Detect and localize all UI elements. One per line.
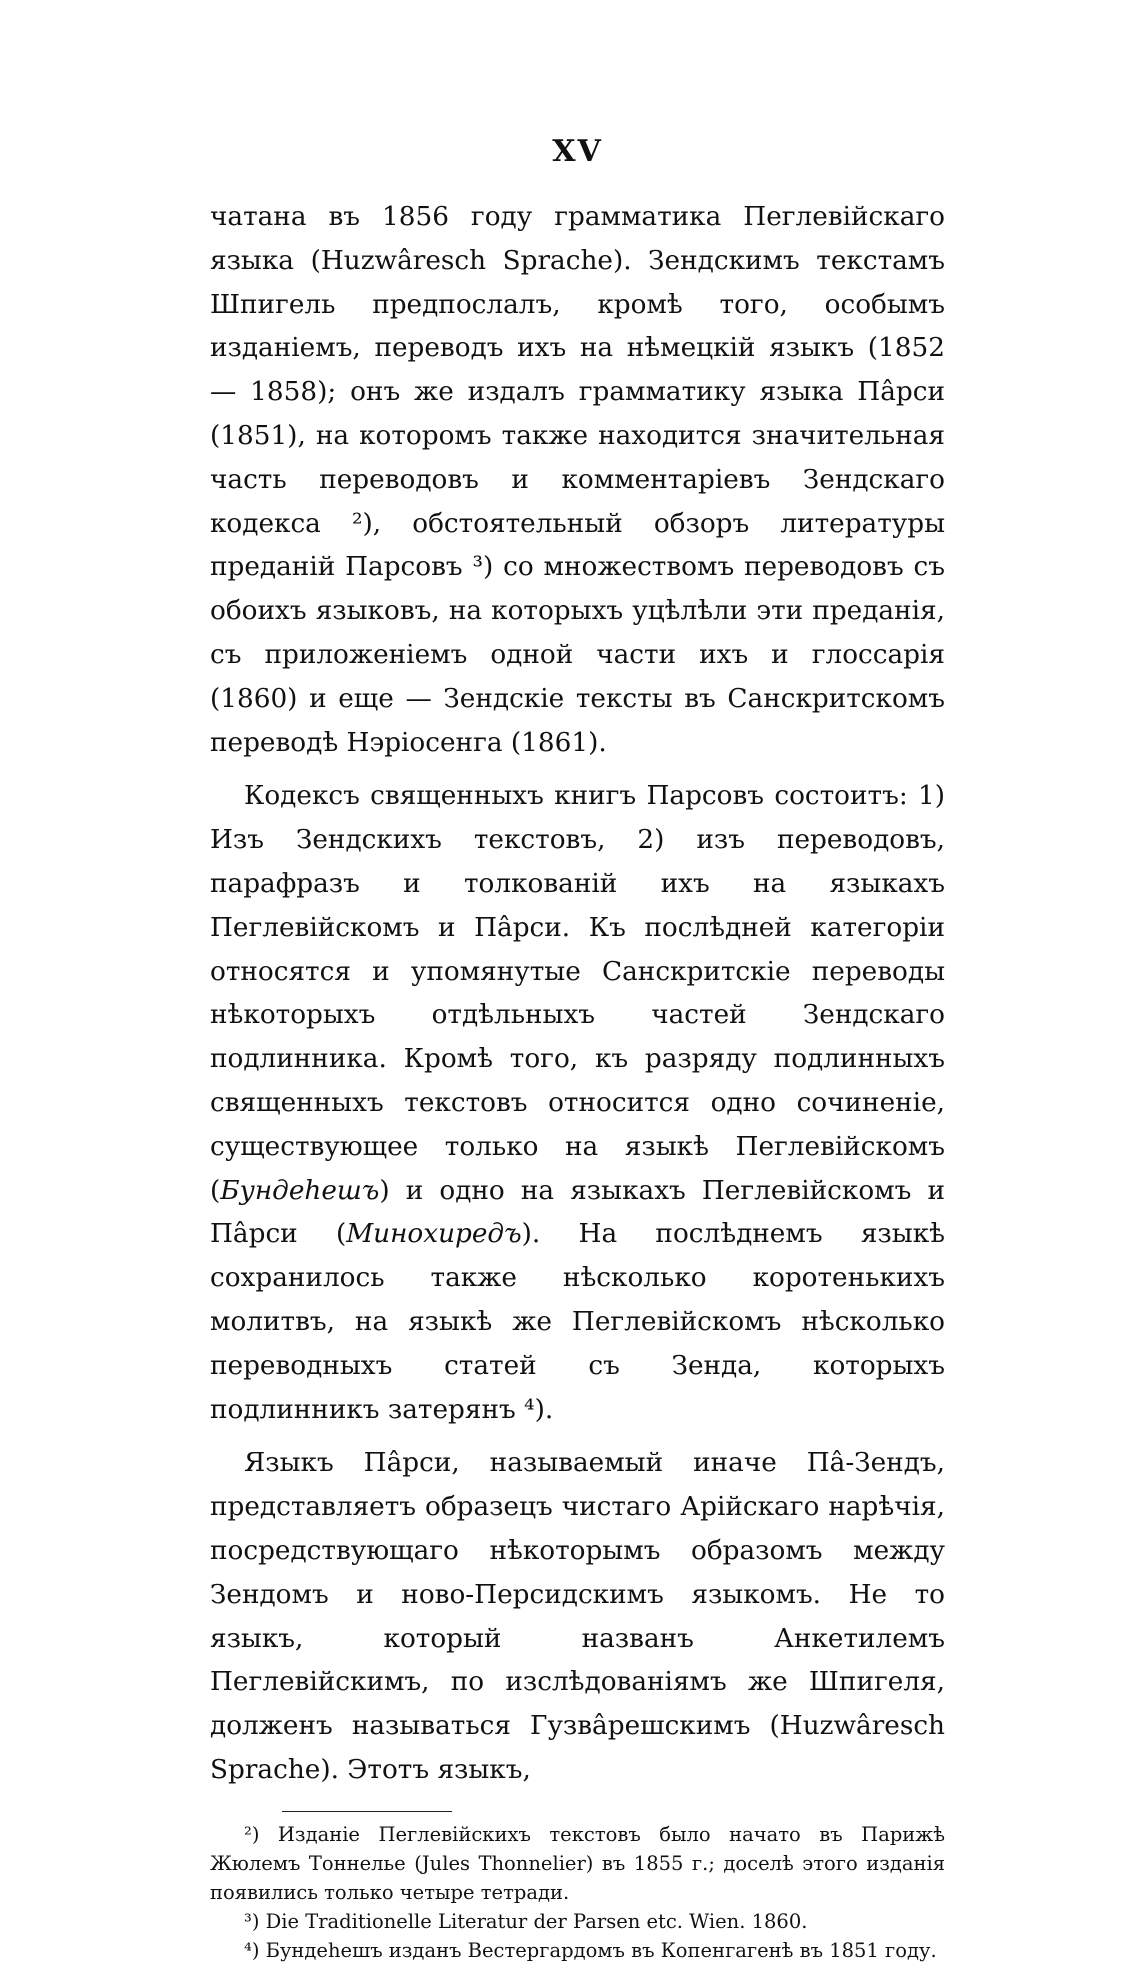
- paragraph-2-text-c: ). На послѣднемъ языкѣ сохранилось также нѣсколько коротенькихъ молитвъ, на языкѣ же Пеглевійскомъ нѣсколько переводныхъ статей съ Зенда, которыхъ подлинникъ затерянъ ⁴).: [210, 1219, 945, 1425]
- paragraph-1: чатана въ 1856 году грамматика Пеглевійскаго языка (Huzwâresch Sprache). Зендскимъ текстамъ Шпигель предпослалъ, кромѣ того, особымъ изданіемъ, переводъ ихъ на нѣмецкій языкъ (1852 — 1858); онъ же издалъ грамматику языка Пâрси (1851), на которомъ также находится значительная часть переводовъ и комментаріевъ Зендскаго кодекса ²), обстоятельный обзоръ литературы преданій Парсовъ ³) со множествомъ переводовъ съ обоихъ языковъ, на которыхъ уцѣлѣли эти преданія, съ приложеніемъ одной части ихъ и глоссарія (1860) и еще — Зендскіе тексты въ Санскритскомъ переводѣ Нэріосенга (1861).: [210, 202, 945, 758]
- footnote-3: ³) Die Traditionelle Literatur der Parsen etc. Wien. 1860.: [244, 1909, 808, 1933]
- paragraph-2: [210, 775, 945, 1432]
- footnote-4: ⁴) Бундеhешъ изданъ Вестергардомъ въ Копенгагенѣ въ 1851 году.: [244, 1938, 937, 1962]
- paragraph-2-text-b: ) и одно на языкахъ Пеглевійскомъ и Пâрси (: [210, 1175, 945, 1250]
- paragraph-3: Языкъ Пâрси, называемый иначе Пâ-Зендъ, представляетъ образецъ чистаго Арійскаго нарѣчія, посредствующаго нѣкоторымъ образомъ между Зендомъ и ново-Персидскимъ языкомъ. Не то языкъ, который названъ Анкетилемъ Пеглевійскимъ, по изслѣдованіямъ же Шпигеля, долженъ называться Гузвâрешскимъ (Huzwâresch Sprache). Этотъ языкъ,: [210, 1448, 945, 1785]
- body-text: [210, 196, 945, 1793]
- page-number: XV: [552, 134, 603, 169]
- footnotes: [210, 1820, 945, 1965]
- paragraph-2-text-a: Кодексъ священныхъ книгъ Парсовъ состоитъ: 1) Изъ Зендскихъ текстовъ, 2) изъ переводовъ, парафразъ и толкованій ихъ на языкахъ Пеглевійскомъ и Пâрси. Къ послѣдней категоріи относятся и упомянутые Санскритскіе переводы нѣкоторыхъ отдѣльныхъ частей Зендскаго подлинника. Кромѣ того, къ разряду подлинныхъ священныхъ текстовъ относится одно сочиненіе, существующее только на языкѣ Пеглевійскомъ (: [210, 781, 945, 1206]
- paragraph-2-italic-title-2: Минохиредъ: [346, 1219, 522, 1250]
- paragraph-2-italic-title-1: Бундеhешъ: [220, 1175, 380, 1206]
- footnote-2: ²) Изданіе Пеглевійскихъ текстовъ было начато въ Парижѣ Жюлемъ Тоннелье (Jules Thonnelier) въ 1855 г.; доселѣ этого изданія появились только четыре тетради.: [210, 1822, 945, 1904]
- book-page: [210, 130, 945, 1965]
- footnote-divider: [282, 1811, 452, 1812]
